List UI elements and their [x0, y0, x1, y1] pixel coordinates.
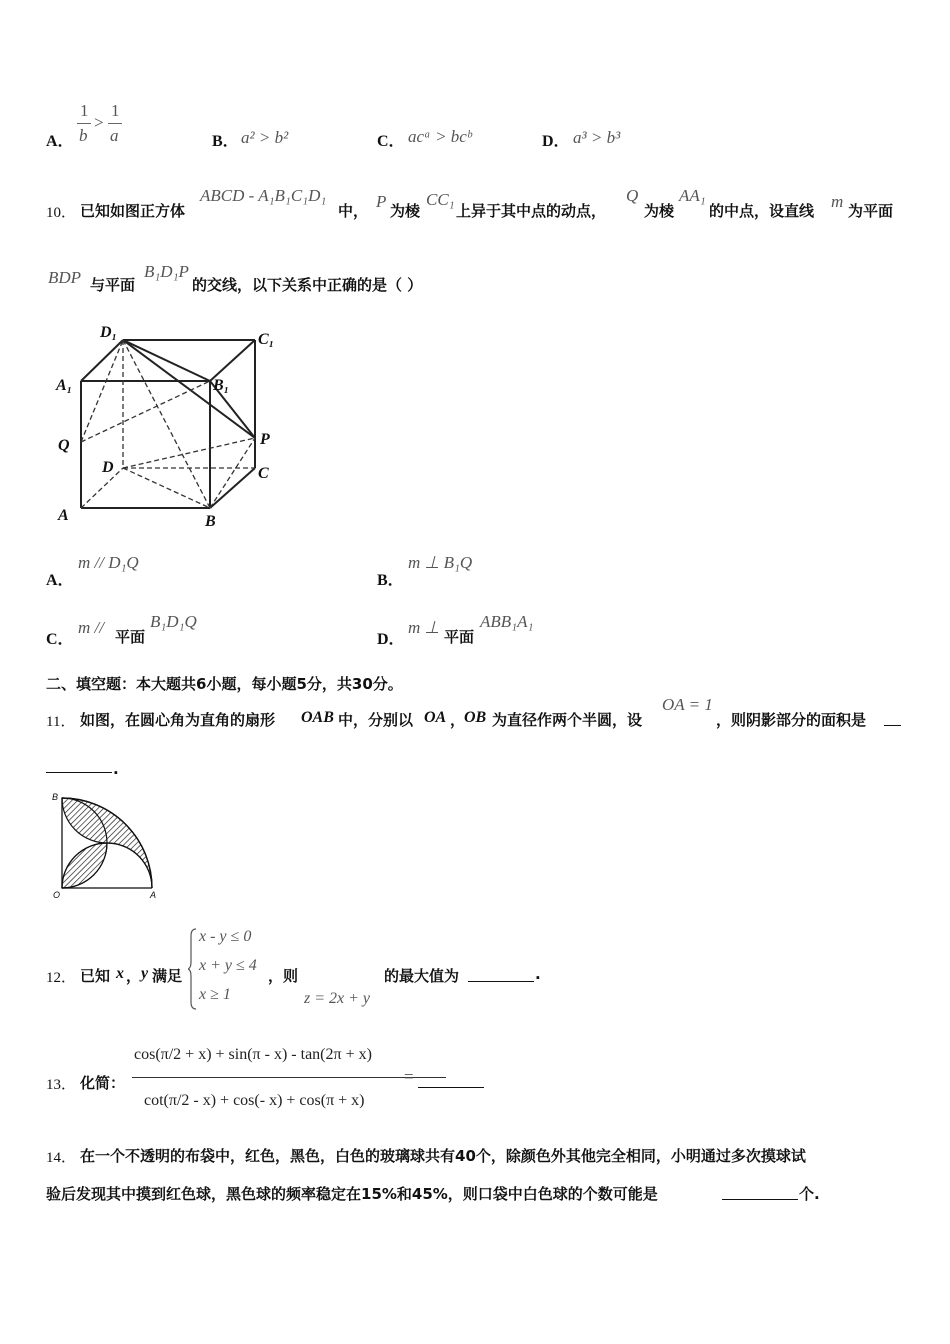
vertex-a: A [58, 507, 69, 524]
frac-den: b [79, 126, 88, 145]
stem-text: ， [126, 967, 142, 985]
stem-text: 的中点，设直线 [709, 202, 815, 220]
stem-text: 上异于其中点的动点， [456, 202, 607, 220]
question-number: 14． [46, 1150, 77, 1166]
vertex-a1: A₁ [56, 377, 73, 394]
q10-option-a-math: m // D₁Q [78, 553, 139, 572]
constraint-2: x + y ≤ 4 [199, 957, 257, 974]
stem-bold-math: y [141, 965, 149, 982]
q9-option-c-math: acᵃ > bcᵇ [408, 127, 472, 146]
stem-text: 满足 [152, 967, 183, 985]
q11-stem-line1 [46, 695, 906, 735]
q10-option-d-math2: ABB₁A₁ [480, 612, 534, 631]
constraint-3: x ≥ 1 [199, 986, 231, 1003]
q10-option-d-text: 平面 [444, 628, 475, 646]
q10-option-c-label: C． [46, 631, 74, 648]
edge-a1d1 [81, 340, 123, 381]
edge-b1c1 [210, 340, 255, 381]
hidden-line-db [123, 468, 210, 508]
stem-text-line1: 在一个不透明的布袋中，红色，黑色，白色的玻璃球共有40个，除颜色外其他完全相同，小明通过多次摸球试 [80, 1147, 806, 1165]
q9-option-d-math: a³ > b³ [573, 128, 621, 147]
gt-sign: > [94, 113, 104, 132]
stem-text: 已知 [80, 967, 111, 985]
hidden-line-d1b [123, 340, 210, 508]
q11-end-period: . [113, 760, 119, 778]
stem-text: 为棱 [390, 202, 421, 220]
stem-math: CC₁ [426, 190, 455, 209]
question-number: 13． [46, 1077, 77, 1093]
fraction-numerator: cos(π/2 + x) + sin(π - x) - tan(2π + x) [134, 1046, 372, 1063]
q10-option-a-label: A． [46, 572, 74, 589]
stem-text: 中，分别以 [338, 711, 414, 729]
stem-text: 为棱 [644, 202, 675, 220]
stem-math: m [831, 192, 844, 211]
answer-blank[interactable] [468, 981, 534, 982]
stem-math: OA = 1 [662, 695, 713, 714]
stem-text: 化简： [80, 1074, 126, 1092]
fraction-bar [132, 1077, 446, 1078]
stem-text: 与平面 [90, 276, 136, 294]
vertex-b: B [205, 513, 216, 530]
stem-text-tail: 个. [799, 1185, 820, 1203]
shaded-region-inner [62, 843, 107, 888]
stem-bold-math: OAB [301, 709, 334, 726]
stem-bold-math: OB [464, 709, 487, 726]
question-number: 11． [46, 714, 76, 730]
q10-option-d-label: D． [377, 631, 405, 648]
stem-math: BDP [48, 268, 82, 287]
q10-option-c-text: 平面 [115, 628, 146, 646]
stem-text: 的最大值为 [384, 967, 460, 985]
stem-bold-math: OA [424, 709, 447, 726]
q10-option-b-label: B． [377, 572, 404, 589]
stem-math: AA₁ [679, 186, 706, 205]
frac-num: 1 [80, 101, 89, 120]
stem-text: 中， [338, 202, 369, 220]
vertex-c: C [258, 465, 269, 482]
q9-option-a-math [76, 101, 126, 151]
point-o: O [53, 890, 61, 900]
line-d1b1 [123, 340, 210, 381]
vertex-p: P [260, 431, 270, 448]
question-number: 12． [46, 970, 77, 986]
equals-sign: = [404, 1067, 414, 1086]
hidden-line-dp [123, 438, 255, 468]
q9-option-d-label: D． [542, 133, 570, 150]
line-d1p [123, 340, 255, 438]
hidden-line-qd1 [81, 340, 123, 442]
q9-option-a-label: A． [46, 133, 74, 150]
frac-bar [108, 123, 122, 124]
frac-num: 1 [111, 101, 120, 120]
answer-blank-part1[interactable] [884, 725, 901, 726]
stem-text: 为直径作两个半圆，设 [492, 711, 643, 729]
q9-option-b-label: B． [212, 133, 239, 150]
q10-stem-line2 [46, 262, 546, 298]
answer-blank[interactable] [722, 1199, 798, 1200]
vertex-d: D [102, 459, 114, 476]
hidden-line-qb1 [81, 381, 210, 442]
stem-text: 的交线，以下关系中正确的是（ ） [192, 276, 423, 294]
stem-math: P [376, 192, 387, 211]
q10-option-c-math: m // [78, 618, 104, 637]
stem-text: 已知如图正方体 [80, 202, 186, 220]
point-b: B [52, 792, 59, 802]
stem-text: 为平面 [848, 202, 894, 220]
answer-blank-part2[interactable] [46, 772, 112, 773]
stem-math: B₁D₁P [144, 262, 189, 281]
objective-function: z = 2x + y [304, 990, 371, 1007]
stem-math: ABCD - A₁B₁C₁D₁ [200, 186, 327, 205]
point-a: A [150, 890, 157, 900]
constraint-1: x - y ≤ 0 [199, 928, 252, 945]
stem-text: ，则 [268, 967, 299, 985]
stem-math: Q [626, 186, 639, 205]
stem-text-line2: 验后发现其中摸到红色球，黑色球的频率稳定在15%和45%，则口袋中白色球的个数可能是 [46, 1185, 658, 1203]
fraction-denominator: cot(π/2 - x) + cos(- x) + cos(π + x) [144, 1092, 365, 1109]
vertex-q: Q [58, 437, 70, 454]
q9-option-c-label: C． [377, 133, 405, 150]
frac-den: a [110, 126, 119, 145]
vertex-b1: B₁ [213, 377, 230, 394]
section-heading-fill-in: 二、填空题：本大题共6小题，每小题5分，共30分。 [46, 675, 403, 693]
stem-text: . [535, 965, 541, 983]
q10-option-b-math: m ⊥ B₁Q [408, 553, 473, 572]
q13-stem [46, 1036, 506, 1126]
q14-stem [46, 1145, 926, 1205]
cube-figure [50, 320, 290, 535]
stem-text: 如图，在圆心角为直角的扇形 [80, 711, 276, 729]
vertex-c1: C₁ [258, 331, 275, 348]
answer-blank[interactable] [418, 1087, 484, 1088]
stem-text: ， [450, 711, 466, 729]
q9-option-b-math: a² > b² [241, 128, 289, 147]
q10-option-c-math2: B₁D₁Q [150, 612, 197, 631]
vertex-d1: D₁ [100, 324, 118, 341]
q10-stem-line1 [46, 186, 926, 226]
sector-figure [48, 790, 168, 902]
question-number: 10． [46, 205, 77, 221]
stem-bold-math: x [116, 965, 124, 982]
q10-option-d-math: m ⊥ [408, 618, 440, 637]
q12-stem [46, 924, 606, 1014]
stem-text: ，则阴影部分的面积是 [716, 711, 867, 729]
frac-bar [77, 123, 91, 124]
system-brace [188, 928, 198, 1010]
